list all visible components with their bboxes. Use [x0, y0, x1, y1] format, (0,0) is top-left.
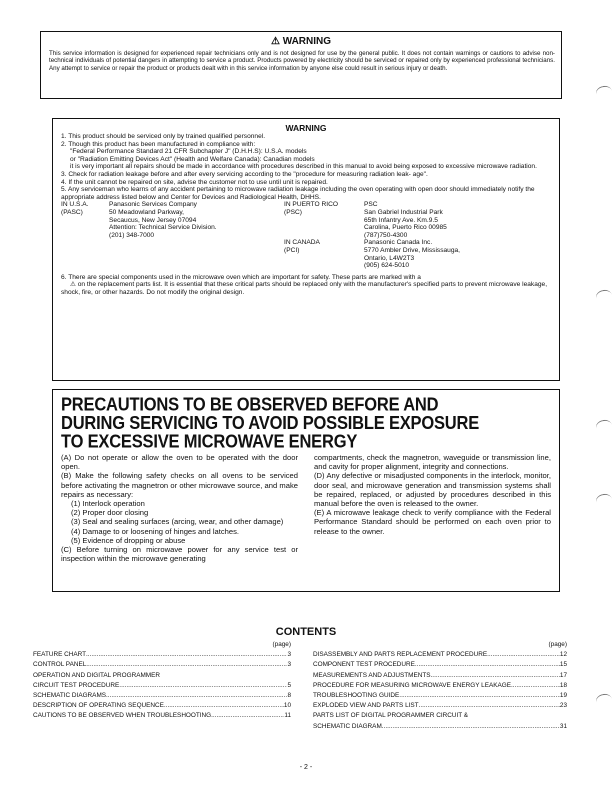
- page-label: (page): [272, 641, 291, 648]
- toc-entry-page: 17: [559, 671, 567, 679]
- warning-item-2: 2. Though this product has been manufactured in compliance with:: [61, 140, 256, 148]
- check-item: (4) Damage to or loosening of hinges and latches.: [71, 526, 240, 536]
- toc-entry-page: 5: [287, 681, 291, 689]
- critical-part-icon: ⚠: [70, 281, 76, 289]
- precaution-b: (B) Make the following safety checks on all ovens to be serviced before activating the magnetron or other microwave source, and make repairs as necessary:: [61, 471, 298, 499]
- margin-mark: [595, 692, 612, 708]
- toc-entry[interactable]: [33, 650, 291, 660]
- address-block: [61, 201, 551, 269]
- toc-entry-title: MEASUREMENTS AND ADJUSTMENTS: [313, 671, 431, 679]
- toc-entry-page: 19: [559, 692, 567, 700]
- toc-leader: [431, 671, 560, 681]
- precautions-box: [52, 389, 560, 592]
- check-item: (3) Seal and sealing surfaces (arcing, wear, and other damage): [71, 517, 284, 527]
- precaution-c-cont: compartments, check the magnetron, waveguide or transmission line, and cavity for proper alignment, integrity and connections.: [314, 453, 551, 472]
- toc-leader: [86, 650, 287, 660]
- check-item: (1) Interlock operation: [71, 499, 145, 509]
- toc-entry-title: COMPONENT TEST PROCEDURE: [313, 661, 415, 669]
- margin-mark: [595, 288, 612, 304]
- warning-item-5: 5. Any serviceman who learns of any accident pertaining to microwave radiation leakage including the oven operating with open door should immediately notify the appropriate address listed below and Center for Devices and Radiological Health, DHHS.: [61, 186, 535, 201]
- toc-entry-page: 3: [287, 661, 291, 669]
- general-warning-box: [40, 31, 562, 99]
- toc-entry-page: 10: [283, 702, 291, 710]
- toc-entry-page: 23: [559, 702, 567, 710]
- precautions-body: [61, 453, 551, 563]
- toc-entry[interactable]: [313, 722, 567, 732]
- page-number: - 2 -: [299, 764, 313, 771]
- toc-entry-page: 11: [284, 712, 291, 720]
- warning-triangle-icon: ⚠: [270, 36, 280, 47]
- warning-text: This service information is designed for experienced repair technicians only and is not designed for use by the general public. It does not contain warnings or cautions to advise non-technical individuals of potential dangers in attempting to service a product. Products powered by electricity should be serviced or repaired only by experienced professional technicians. Any attempt to service or repair the product or products dealt with in this service information by anyone else could result in serious injury or death.: [49, 50, 555, 72]
- toc-leader: [399, 691, 560, 701]
- toc-entry[interactable]: [313, 671, 567, 681]
- toc-entry-title: DISASSEMBLY AND PARTS REPLACEMENT PROCEDURE: [313, 651, 488, 659]
- toc-leader: [106, 691, 287, 701]
- precautions-col-right: [306, 453, 551, 563]
- precaution-e: (E) A microwave leakage check to verify compliance with the Federal Performance Standard should be performed on each oven prior to release to the owner.: [314, 508, 551, 536]
- toc-entry[interactable]: [313, 711, 567, 721]
- toc-entry[interactable]: [33, 701, 291, 711]
- toc-entry-page: 3: [287, 651, 291, 659]
- compliance-line-3: it is very important all repairs should be made in accordance with procedures described in this manual to avoid being exposed to excessive microwave radiation.: [70, 163, 537, 171]
- toc-entry[interactable]: [33, 691, 291, 701]
- precaution-d: (D) Any defective or misadjusted components in the interlock, monitor, door seal, and microwave generation and transmission systems shall be repaired, replaced, or adjusted by procedures described in this manual before the oven is released to the owner.: [314, 471, 551, 509]
- intl-address: PSC San Gabriel Industrial Park 65th Infantry Ave. Km.9.5 Carolina, Puerto Rico 00985 (787)750-4300 Panasonic Canada Inc. 5770 Ambler Drive, Mississauga, Ontario, L4W2T3 (905) 624-5010: [364, 201, 461, 270]
- compliance-line-1: "Federal Performance Standard 21 CFR Subchapter J" (D.H.H.S): U.S.A. models: [70, 148, 307, 156]
- usa-labels: IN U.S.A. (PASC): [61, 201, 89, 216]
- precaution-a: (A) Do not operate or allow the oven to be operated with the door open.: [61, 453, 298, 472]
- warning-item-3: 3. Check for radiation leakage before and after every servicing according to the "procedure for measuring radiation leak- age".: [61, 170, 428, 178]
- margin-mark: [595, 418, 612, 434]
- toc-entry[interactable]: [313, 650, 567, 660]
- toc-leader: [419, 701, 560, 711]
- toc-entry-page: 12: [559, 651, 567, 659]
- toc-right: [313, 640, 567, 732]
- toc-leader: [211, 711, 284, 721]
- toc-entry-page: 31: [559, 722, 567, 730]
- toc-entry-page: 8: [287, 692, 291, 700]
- warning-heading: [41, 36, 561, 47]
- toc-entry-title: EXPLODED VIEW AND PARTS LIST: [313, 702, 419, 710]
- toc-leader: [119, 681, 287, 691]
- toc-entry[interactable]: [33, 660, 291, 670]
- toc-leader: [382, 722, 560, 732]
- toc-entry[interactable]: [33, 671, 291, 681]
- warning-item-6: 6. There are special components used in the microwave oven which are important for safety. These parts are marked with a ⚠ on the replacement parts list. It is essential that these critical parts should be replaced only with the manufacturer's specified parts to prevent microwave leakage, shock, fire, or other hazards. Do not modify the original design.: [61, 273, 548, 296]
- service-warning-box: [52, 118, 560, 381]
- contents-title: CONTENTS: [275, 626, 337, 638]
- precaution-c: (C) Before turning on microwave power for any service test or inspection within the microwave generating: [61, 545, 298, 564]
- margin-mark: [595, 492, 612, 508]
- toc-leader: [164, 701, 284, 711]
- toc-entry-title: OPERATION AND DIGITAL PROGRAMMER: [33, 671, 160, 679]
- toc-entry-page: 15: [559, 661, 567, 669]
- toc-entry-title: DESCRIPTION OF OPERATING SEQUENCE: [33, 702, 164, 710]
- toc-entry-title: TROUBLESHOOTING GUIDE: [313, 692, 400, 700]
- usa-address: Panasonic Services Company 50 Meadowland Parkway, Secaucus, New Jersey 07094 Attention: Technical Service Division. (201) 348-7000: [109, 201, 217, 239]
- check-item: (5) Evidence of dropping or abuse: [71, 535, 186, 545]
- toc-entry[interactable]: [313, 660, 567, 670]
- toc-entry-title: PARTS LIST OF DIGITAL PROGRAMMER CIRCUIT &: [313, 712, 469, 720]
- warning-item-1: 1. This product should be serviced only by trained qualified personnel.: [61, 133, 266, 140]
- toc-entry-page: 18: [559, 681, 567, 689]
- toc-entry[interactable]: [313, 681, 567, 691]
- toc-entry[interactable]: [33, 711, 291, 721]
- precautions-col-left: [61, 453, 306, 563]
- check-item: (2) Proper door closing: [71, 508, 149, 518]
- toc-entry-title: CONTROL PANEL: [33, 661, 87, 669]
- toc-entry-title: CIRCUIT TEST PROCEDURE: [33, 681, 120, 689]
- compliance-line-2: or "Radiation Emitting Devices Act" (Health and Welfare Canada): Canadian models: [70, 155, 315, 163]
- page-label: (page): [548, 641, 567, 648]
- precautions-title: PRECAUTIONS TO BE OBSERVED BEFORE AND DURING SERVICING TO AVOID POSSIBLE EXPOSURE TO EXCESSIVE MICROWAVE ENERGY: [61, 394, 480, 453]
- service-warning-list: [61, 133, 551, 201]
- toc-entry-title: SCHEMATIC DIAGRAM: [313, 722, 382, 730]
- toc-leader: [415, 660, 560, 670]
- toc-left: [33, 640, 291, 722]
- toc-entry-title: CAUTIONS TO BE OBSERVED WHEN TROUBLESHOOTING: [33, 712, 212, 720]
- intl-labels: IN PUERTO RICO (PSC) IN CANADA (PCI): [284, 201, 338, 254]
- toc-entry-title: FEATURE CHART: [33, 651, 87, 659]
- toc-entry[interactable]: [33, 681, 291, 691]
- toc-leader: [511, 681, 560, 691]
- warning-title: WARNING: [282, 36, 332, 47]
- toc-leader: [86, 660, 287, 670]
- toc-entry[interactable]: [313, 691, 567, 701]
- margin-mark: [595, 84, 612, 100]
- toc-entry[interactable]: [313, 701, 567, 711]
- toc-leader: [487, 650, 560, 660]
- service-warning-title: WARNING: [285, 123, 327, 133]
- toc-entry-title: SCHEMATIC DIAGRAMS: [33, 692, 107, 700]
- warning-item-4: 4. If the unit cannot be repaired on site, advise the customer not to use until unit is repaired.: [61, 178, 328, 186]
- toc-entry-title: PROCEDURE FOR MEASURING MICROWAVE ENERGY LEAKAGE: [313, 681, 512, 689]
